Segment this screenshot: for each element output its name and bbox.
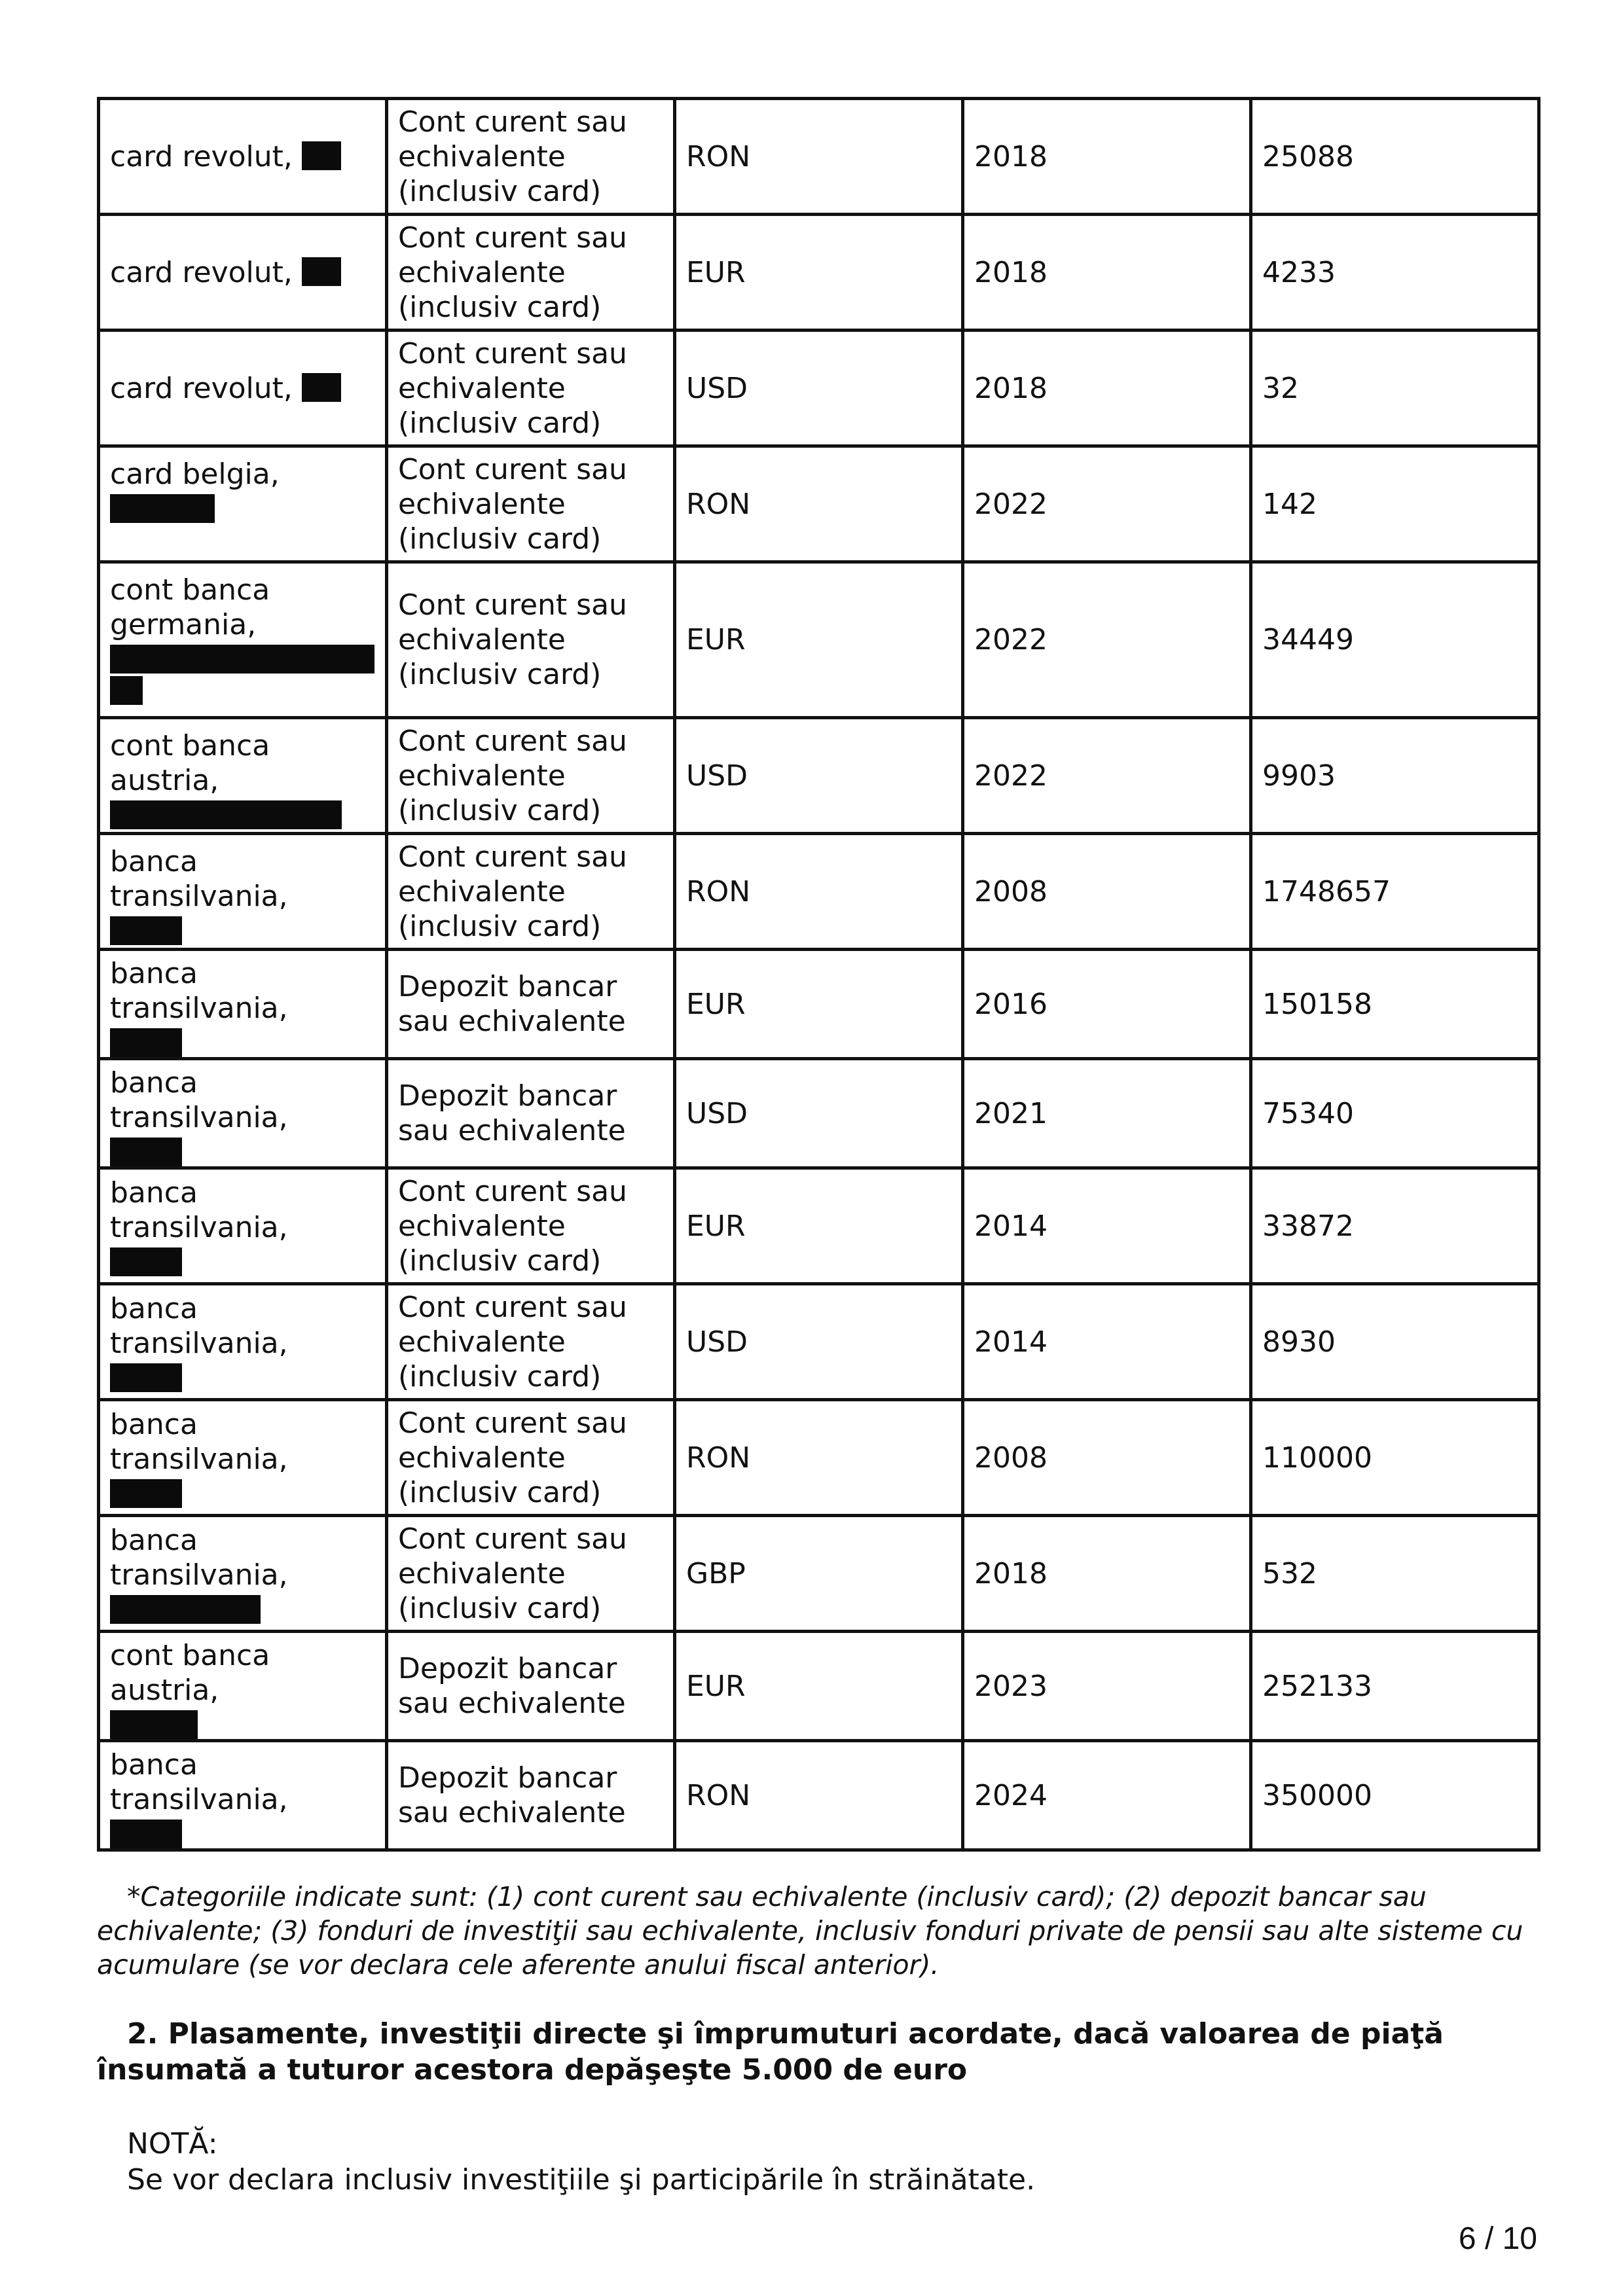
redaction-mark bbox=[110, 916, 182, 945]
account-description: banca transilvania, bbox=[110, 1408, 288, 1476]
account-description: banca transilvania, bbox=[110, 1748, 288, 1816]
currency-cell: USD bbox=[675, 331, 963, 446]
year-cell: 2018 bbox=[963, 99, 1251, 215]
table-row bbox=[99, 1516, 1539, 1632]
category-cell: Cont curent sau echivalente (inclusiv card) bbox=[387, 1284, 675, 1400]
redaction-mark bbox=[110, 1363, 182, 1392]
redaction-mark bbox=[110, 1138, 182, 1166]
amount-cell: 33872 bbox=[1251, 1168, 1539, 1284]
account-description-cell bbox=[99, 1059, 387, 1168]
account-description: banca transilvania, bbox=[110, 1066, 288, 1134]
amount-cell: 252133 bbox=[1251, 1632, 1539, 1741]
amount-cell: 25088 bbox=[1251, 99, 1539, 215]
account-description: banca transilvania, bbox=[110, 1176, 288, 1244]
account-description-cell bbox=[99, 950, 387, 1059]
account-description: card revolut, bbox=[110, 371, 293, 405]
category-cell: Depozit bancar sau echivalente bbox=[387, 1632, 675, 1741]
redaction-mark bbox=[110, 1247, 182, 1276]
account-description: banca transilvania, bbox=[110, 1524, 288, 1592]
account-description-cell bbox=[99, 834, 387, 950]
account-description-cell bbox=[99, 562, 387, 718]
account-description-cell bbox=[99, 1741, 387, 1850]
account-description-cell bbox=[99, 1516, 387, 1632]
account-description-cell bbox=[99, 718, 387, 834]
account-description-cell bbox=[99, 215, 387, 331]
account-description-cell bbox=[99, 99, 387, 215]
redaction-mark bbox=[110, 494, 215, 523]
year-cell: 2023 bbox=[963, 1632, 1251, 1741]
account-description-cell bbox=[99, 1284, 387, 1400]
amount-cell: 9903 bbox=[1251, 718, 1539, 834]
currency-cell: USD bbox=[675, 1059, 963, 1168]
category-cell: Cont curent sau echivalente (inclusiv card) bbox=[387, 1400, 675, 1516]
category-cell: Cont curent sau echivalente (inclusiv card) bbox=[387, 718, 675, 834]
account-description-cell bbox=[99, 446, 387, 562]
amount-cell: 142 bbox=[1251, 446, 1539, 562]
currency-cell: EUR bbox=[675, 562, 963, 718]
currency-cell: USD bbox=[675, 718, 963, 834]
table-row bbox=[99, 1059, 1539, 1168]
amount-cell: 350000 bbox=[1251, 1741, 1539, 1850]
year-cell: 2022 bbox=[963, 718, 1251, 834]
currency-cell: RON bbox=[675, 834, 963, 950]
category-footnote: *Categoriile indicate sunt: (1) cont curent sau echivalente (inclusiv card); (2) depozit bancar sau echivalente; (3) fonduri de investiţii sau echivalente, inclusiv fonduri private de pensii sau alte sisteme cu acumulare (se vor declara cele aferente anului fiscal anterior). bbox=[97, 1881, 1523, 1981]
year-cell: 2021 bbox=[963, 1059, 1251, 1168]
amount-cell: 75340 bbox=[1251, 1059, 1539, 1168]
account-description-cell bbox=[99, 1168, 387, 1284]
year-cell: 2018 bbox=[963, 331, 1251, 446]
table-row bbox=[99, 718, 1539, 834]
category-cell: Cont curent sau echivalente (inclusiv card) bbox=[387, 562, 675, 718]
category-cell: Cont curent sau echivalente (inclusiv card) bbox=[387, 446, 675, 562]
section-heading: 2. Plasamente, investiţii directe şi împrumuturi acordate, dacă valoarea de piaţă însumată a tuturor acestora depăşeşte 5.000 de euro bbox=[97, 2017, 1444, 2087]
category-cell: Cont curent sau echivalente (inclusiv card) bbox=[387, 834, 675, 950]
category-cell: Depozit bancar sau echivalente bbox=[387, 1059, 675, 1168]
table-row bbox=[99, 1168, 1539, 1284]
account-description: card belgia, bbox=[110, 457, 280, 491]
redaction-mark bbox=[110, 1710, 198, 1739]
year-cell: 2014 bbox=[963, 1284, 1251, 1400]
currency-cell: EUR bbox=[675, 1168, 963, 1284]
table-row bbox=[99, 1284, 1539, 1400]
currency-cell: USD bbox=[675, 1284, 963, 1400]
table-row bbox=[99, 99, 1539, 215]
account-description-cell bbox=[99, 1400, 387, 1516]
bank-accounts-table bbox=[97, 97, 1541, 1852]
currency-cell: EUR bbox=[675, 950, 963, 1059]
account-description: banca transilvania, bbox=[110, 845, 288, 913]
category-cell: Depozit bancar sau echivalente bbox=[387, 1741, 675, 1850]
currency-cell: RON bbox=[675, 446, 963, 562]
currency-cell: RON bbox=[675, 1741, 963, 1850]
currency-cell: EUR bbox=[675, 215, 963, 331]
account-description: cont banca austria, bbox=[110, 1639, 270, 1707]
account-description-cell bbox=[99, 331, 387, 446]
amount-cell: 150158 bbox=[1251, 950, 1539, 1059]
category-cell: Cont curent sau echivalente (inclusiv card) bbox=[387, 99, 675, 215]
year-cell: 2008 bbox=[963, 834, 1251, 950]
redaction-mark bbox=[110, 1028, 182, 1057]
category-cell: Depozit bancar sau echivalente bbox=[387, 950, 675, 1059]
table-row bbox=[99, 215, 1539, 331]
account-description: card revolut, bbox=[110, 255, 293, 289]
year-cell: 2018 bbox=[963, 215, 1251, 331]
page-number: 6 / 10 bbox=[1458, 2221, 1537, 2256]
currency-cell: GBP bbox=[675, 1516, 963, 1632]
amount-cell: 34449 bbox=[1251, 562, 1539, 718]
redaction-mark bbox=[110, 676, 143, 705]
table-row bbox=[99, 834, 1539, 950]
year-cell: 2022 bbox=[963, 446, 1251, 562]
account-description: cont banca austria, bbox=[110, 729, 270, 797]
table-row bbox=[99, 1741, 1539, 1850]
account-description: card revolut, bbox=[110, 139, 293, 173]
category-cell: Cont curent sau echivalente (inclusiv card) bbox=[387, 1516, 675, 1632]
year-cell: 2024 bbox=[963, 1741, 1251, 1850]
amount-cell: 8930 bbox=[1251, 1284, 1539, 1400]
table-row bbox=[99, 331, 1539, 446]
category-cell: Cont curent sau echivalente (inclusiv card) bbox=[387, 331, 675, 446]
category-cell: Cont curent sau echivalente (inclusiv card) bbox=[387, 215, 675, 331]
year-cell: 2018 bbox=[963, 1516, 1251, 1632]
amount-cell: 4233 bbox=[1251, 215, 1539, 331]
note-text: Se vor declara inclusiv investiţiile şi participările în străinătate. bbox=[127, 2163, 1036, 2197]
account-description: banca transilvania, bbox=[110, 957, 288, 1025]
year-cell: 2008 bbox=[963, 1400, 1251, 1516]
table-row bbox=[99, 950, 1539, 1059]
amount-cell: 110000 bbox=[1251, 1400, 1539, 1516]
amount-cell: 32 bbox=[1251, 331, 1539, 446]
account-description-cell bbox=[99, 1632, 387, 1741]
redaction-mark bbox=[302, 257, 341, 286]
table-row bbox=[99, 1632, 1539, 1741]
table-row bbox=[99, 562, 1539, 718]
year-cell: 2022 bbox=[963, 562, 1251, 718]
currency-cell: RON bbox=[675, 99, 963, 215]
category-cell: Cont curent sau echivalente (inclusiv card) bbox=[387, 1168, 675, 1284]
year-cell: 2014 bbox=[963, 1168, 1251, 1284]
redaction-mark bbox=[110, 645, 374, 673]
amount-cell: 532 bbox=[1251, 1516, 1539, 1632]
redaction-mark bbox=[110, 1595, 261, 1624]
redaction-mark bbox=[110, 1820, 182, 1848]
redaction-mark bbox=[302, 373, 341, 402]
account-description: cont banca germania, bbox=[110, 573, 270, 641]
note-label: NOTĂ: bbox=[127, 2127, 218, 2161]
currency-cell: EUR bbox=[675, 1632, 963, 1741]
amount-cell: 1748657 bbox=[1251, 834, 1539, 950]
redaction-mark bbox=[110, 800, 342, 829]
table-row bbox=[99, 1400, 1539, 1516]
currency-cell: RON bbox=[675, 1400, 963, 1516]
year-cell: 2016 bbox=[963, 950, 1251, 1059]
redaction-mark bbox=[302, 141, 341, 170]
account-description: banca transilvania, bbox=[110, 1292, 288, 1360]
table-row bbox=[99, 446, 1539, 562]
redaction-mark bbox=[110, 1479, 182, 1508]
